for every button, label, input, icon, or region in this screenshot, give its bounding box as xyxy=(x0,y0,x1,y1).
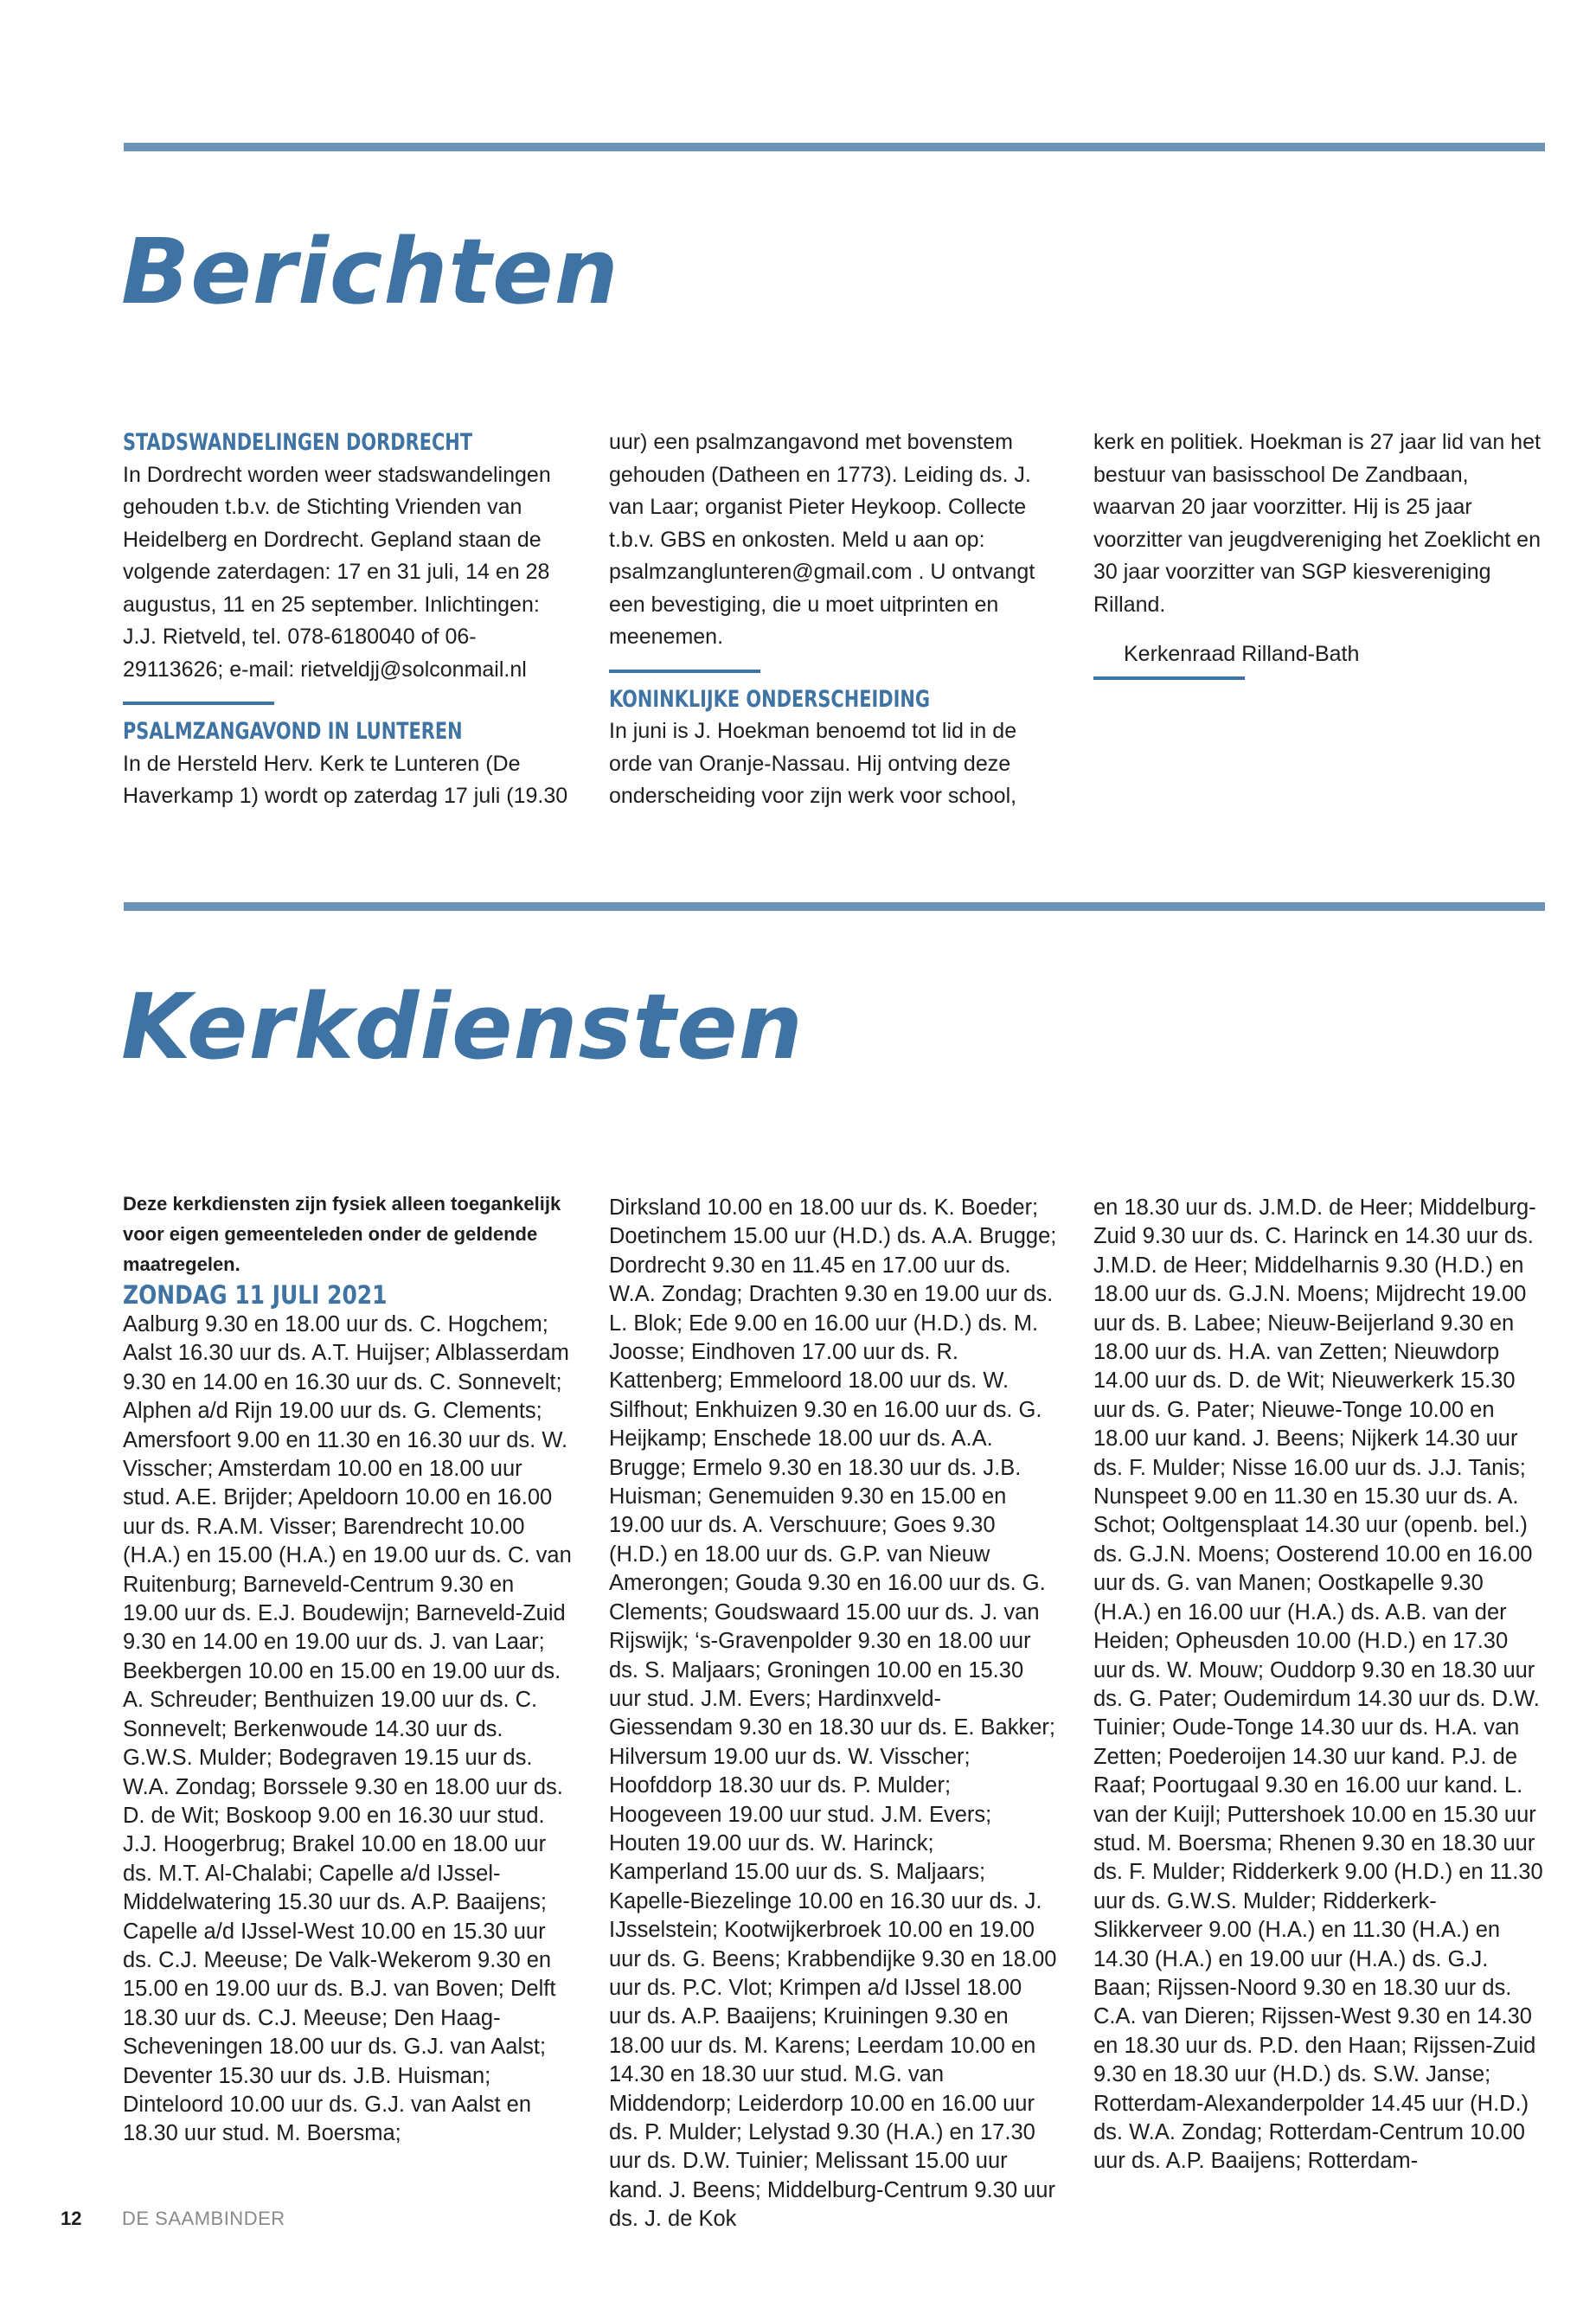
service-listing: en 18.30 uur ds. J.M.D. de Heer; Middelburg-Zuid 9.30 uur ds. C. Harinck en 14.30 uur ds. J.M.D. de Heer; Middelharnis 9.30 (H.D.) en 18.00 uur ds. G.J.N. Moens; Mijdrecht 19.00 uur ds. B. Labee; Nieuw-Beijerland 9.30 en 18.00 uur ds. H.A. van Zetten; Nieuwdorp 14.00 uur ds. D. de Wit; Nieuwerkerk 15.30 uur ds. G. Pater; Nieuwe-Tonge 10.00 en 18.00 uur kand. J. Beens; Nijkerk 14.30 uur ds. F. Mulder; Nisse 16.00 uur ds. J.J. Tanis; Nunspeet 9.00 en 11.30 en 15.30 uur ds. A. Schot; Ooltgensplaat 14.30 uur (openb. bel.) ds. G.J.N. Moens; Oosterend 10.00 en 16.00 uur ds. G. van Manen; Oostkapelle 9.30 (H.A.) en 16.00 uur (H.A.) ds. A.B. van der Heiden; Opheusden 10.00 (H.D.) en 17.30 uur ds. W. Mouw; Ouddorp 9.30 en 18.30 uur ds. G. Pater; Oudemirdum 14.30 uur ds. D.W. Tuinier; Oude-Tonge 14.30 uur ds. H.A. van Zetten; Poederoijen 14.30 uur kand. P.J. de Raaf; Poortugaal 9.30 en 16.00 uur kand. L. van der Kuijl; Puttershoek 10.00 en 15.30 uur stud. M. Boersma; Rhenen 9.30 en 18.30 uur ds. F. Mulder; Ridderkerk 9.00 (H.D.) en 11.30 uur ds. G.W.S. Mulder; Ridderkerk-Slikkerveer 9.00 (H.A.) en 11.30 (H.A.) en 14.30 (H.A.) en 19.00 uur (H.A.) ds. G.J. Baan; Rijssen-Noord 9.30 en 18.30 uur ds. C.A. van Dieren; Rijssen-West 9.30 en 14.30 en 18.30 uur ds. P.D. den Haan; Rijssen-Zuid 9.30 en 18.30 uur (H.D.) ds. S.W. Janse; Rotterdam-Alexanderpolder 14.45 uur (H.D.) ds. W.A. Zondag; Rotterdam-Centrum 10.00 uur ds. A.P. Baaijens; Rotterdam- xyxy=(1093,1195,1543,2174)
berichten-column-1 xyxy=(123,426,573,813)
divider xyxy=(123,702,274,705)
article-text: uur) een psalmzangavond met bovenstem gehouden (Datheen en 1773). Leiding ds. J. van Laar; organist Pieter Heykoop. Collecte t.b.v. GBS en onkosten. Meld u aan op: psalmzanglunteren@gmail.com . U ontvangt een bevestiging, die u moet uitprinten en meenemen. xyxy=(609,430,1035,649)
article-text: kerk en politiek. Hoekman is 27 jaar lid van het bestuur van basisschool De Zandbaan, waarvan 20 jaar voorzitter. Hij is 25 jaar voorzitter van jeugdvereniging het Zoeklicht en 30 jaar voorzitter van SGP kiesvereniging Rilland. xyxy=(1093,430,1541,617)
divider xyxy=(1093,676,1245,680)
divider xyxy=(609,670,760,673)
section-title-kerkdiensten: Kerkdiensten xyxy=(121,974,804,1080)
kerkdiensten-column-2 xyxy=(609,1194,1059,2234)
intro-text: Deze kerkdiensten zijn fysiek alleen toegankelijk voor eigen gemeenteleden onder de geldende maatregelen. xyxy=(123,1193,561,1275)
page-number: 12 xyxy=(61,2208,82,2229)
kerkdiensten-column-3 xyxy=(1093,1194,1543,2176)
heading-koninklijke-onderscheiding: KONINKLIJKE ONDERSCHEIDING xyxy=(609,685,930,713)
article-text: In Dordrecht worden weer stadswandelingen gehouden t.b.v. de Stichting Vrienden van Heidelberg en Dordrecht. Gepland staan de volgende zaterdagen: 17 en 31 juli, 14 en 28 augustus, 11 en 25 september. Inlichtingen: J.J. Rietveld, tel. 078-6180040 of 06-29113626; e-mail: rietveldjj@solconmail.nl xyxy=(123,462,551,682)
magazine-name: DE SAAMBINDER xyxy=(122,2208,285,2229)
signature: Kerkenraad Rilland-Bath xyxy=(1124,642,1360,666)
berichten-column-2 xyxy=(609,426,1059,813)
section-title-berichten: Berichten xyxy=(121,219,619,324)
berichten-column-3 xyxy=(1093,426,1543,690)
article-text: In de Hersteld Herv. Kerk te Lunteren (De Haverkamp 1) wordt op zaterdag 17 juli (19.30 xyxy=(123,751,568,808)
date-heading: ZONDAG 11 JULI 2021 xyxy=(123,1280,388,1310)
middle-rule xyxy=(124,902,1545,911)
heading-stadswandelingen: STADSWANDELINGEN DORDRECHT xyxy=(123,429,473,456)
article-text: In juni is J. Hoekman benoemd tot lid in de orde van Oranje-Nassau. Hij ontving deze onderscheiding voor zijn werk voor school, xyxy=(609,719,1017,808)
heading-psalmzangavond: PSALMZANGAVOND IN LUNTEREN xyxy=(123,718,463,745)
top-rule xyxy=(124,143,1545,151)
service-listing: Aalburg 9.30 en 18.00 uur ds. C. Hogchem; Aalst 16.30 uur ds. A.T. Huijser; Alblasserdam 9.30 en 14.00 en 16.30 uur ds. C. Sonnevelt; Alphen a/d Rijn 19.00 uur ds. G. Clements; Amersfoort 9.00 en 11.30 en 16.30 uur ds. W. Visscher; Amsterdam 10.00 en 18.00 uur stud. A.E. Brijder; Apeldoorn 10.00 en 16.00 uur ds. R.A.M. Visser; Barendrecht 10.00 (H.A.) en 15.00 (H.A.) en 19.00 uur ds. C. van Ruitenburg; Barneveld-Centrum 9.30 en 19.00 uur ds. E.J. Boudewijn; Barneveld-Zuid 9.30 en 14.00 en 19.00 uur ds. J. van Laar; Beekbergen 10.00 en 15.00 en 19.00 uur ds. A. Schreuder; Benthuizen 19.00 uur ds. C. Sonnevelt; Berkenwoude 14.30 uur ds. G.W.S. Mulder; Bodegraven 19.15 uur ds. W.A. Zondag; Borssele 9.30 en 18.00 uur ds. D. de Wit; Boskoop 9.00 en 16.30 uur stud. J.J. Hoogerbrug; Brakel 10.00 en 18.00 uur ds. M.T. Al-Chalabi; Capelle a/d IJssel-Middelwatering 15.30 uur ds. A.P. Baaijens; Capelle a/d IJssel-West 10.00 en 15.30 uur ds. C.J. Meeuse; De Valk-Wekerom 9.30 en 15.00 en 19.00 uur ds. B.J. van Boven; Delft 18.30 uur ds. C.J. Meeuse; Den Haag-Scheveningen 18.00 uur ds. G.J. van Aalst; Deventer 15.30 uur ds. J.B. Huisman; Dinteloord 10.00 uur ds. G.J. van Aalst en 18.30 uur stud. M. Boersma; xyxy=(123,1312,572,2146)
kerkdiensten-column-1 xyxy=(123,1189,573,2149)
service-listing: Dirksland 10.00 en 18.00 uur ds. K. Boeder; Doetinchem 15.00 uur (H.D.) ds. A.A. Brugge; Dordrecht 9.30 en 11.45 en 17.00 uur ds. W.A. Zondag; Drachten 9.30 en 19.00 uur ds. L. Blok; Ede 9.00 en 16.00 uur (H.D.) ds. M. Joosse; Eindhoven 17.00 uur ds. R. Kattenberg; Emmeloord 18.00 uur ds. W. Silfhout; Enkhuizen 9.30 en 16.00 uur ds. G. Heijkamp; Enschede 18.00 uur ds. A.A. Brugge; Ermelo 9.30 en 18.30 uur ds. J.B. Huisman; Genemuiden 9.30 en 15.00 en 19.00 uur ds. A. Verschuure; Goes 9.30 (H.D.) en 18.00 uur ds. G.P. van Nieuw Amerongen; Gouda 9.30 en 16.00 uur ds. G. Clements; Goudswaard 15.00 uur ds. J. van Rijswijk; ‘s-Gravenpolder 9.30 en 18.00 uur ds. S. Maljaars; Groningen 10.00 en 15.30 uur stud. J.M. Evers; Hardinxveld-Giessendam 9.30 en 18.30 uur ds. E. Bakker; Hilversum 19.00 uur ds. W. Visscher; Hoofddorp 18.30 uur ds. P. Mulder; Hoogeveen 19.00 uur stud. J.M. Evers; Houten 19.00 uur ds. W. Harinck; Kamperland 15.00 uur ds. S. Maljaars; Kapelle-Biezelinge 10.00 en 16.30 uur ds. J. IJsselstein; Kootwijkerbroek 10.00 en 19.00 uur ds. G. Beens; Krabbendijke 9.30 en 18.00 uur ds. P.C. Vlot; Krimpen a/d IJssel 18.00 uur ds. A.P. Baaijens; Kruiningen 9.30 en 18.00 uur ds. M. Karens; Leerdam 10.00 en 14.30 en 18.30 uur stud. M.G. van Middendorp; Leiderdorp 10.00 en 16.00 uur ds. P. Mulder; Lelystad 9.30 (H.A.) en 17.30 uur ds. D.W. Tuinier; Melissant 15.00 uur kand. J. Beens; Middelburg-Centrum 9.30 uur ds. J. de Kok xyxy=(609,1195,1057,2232)
